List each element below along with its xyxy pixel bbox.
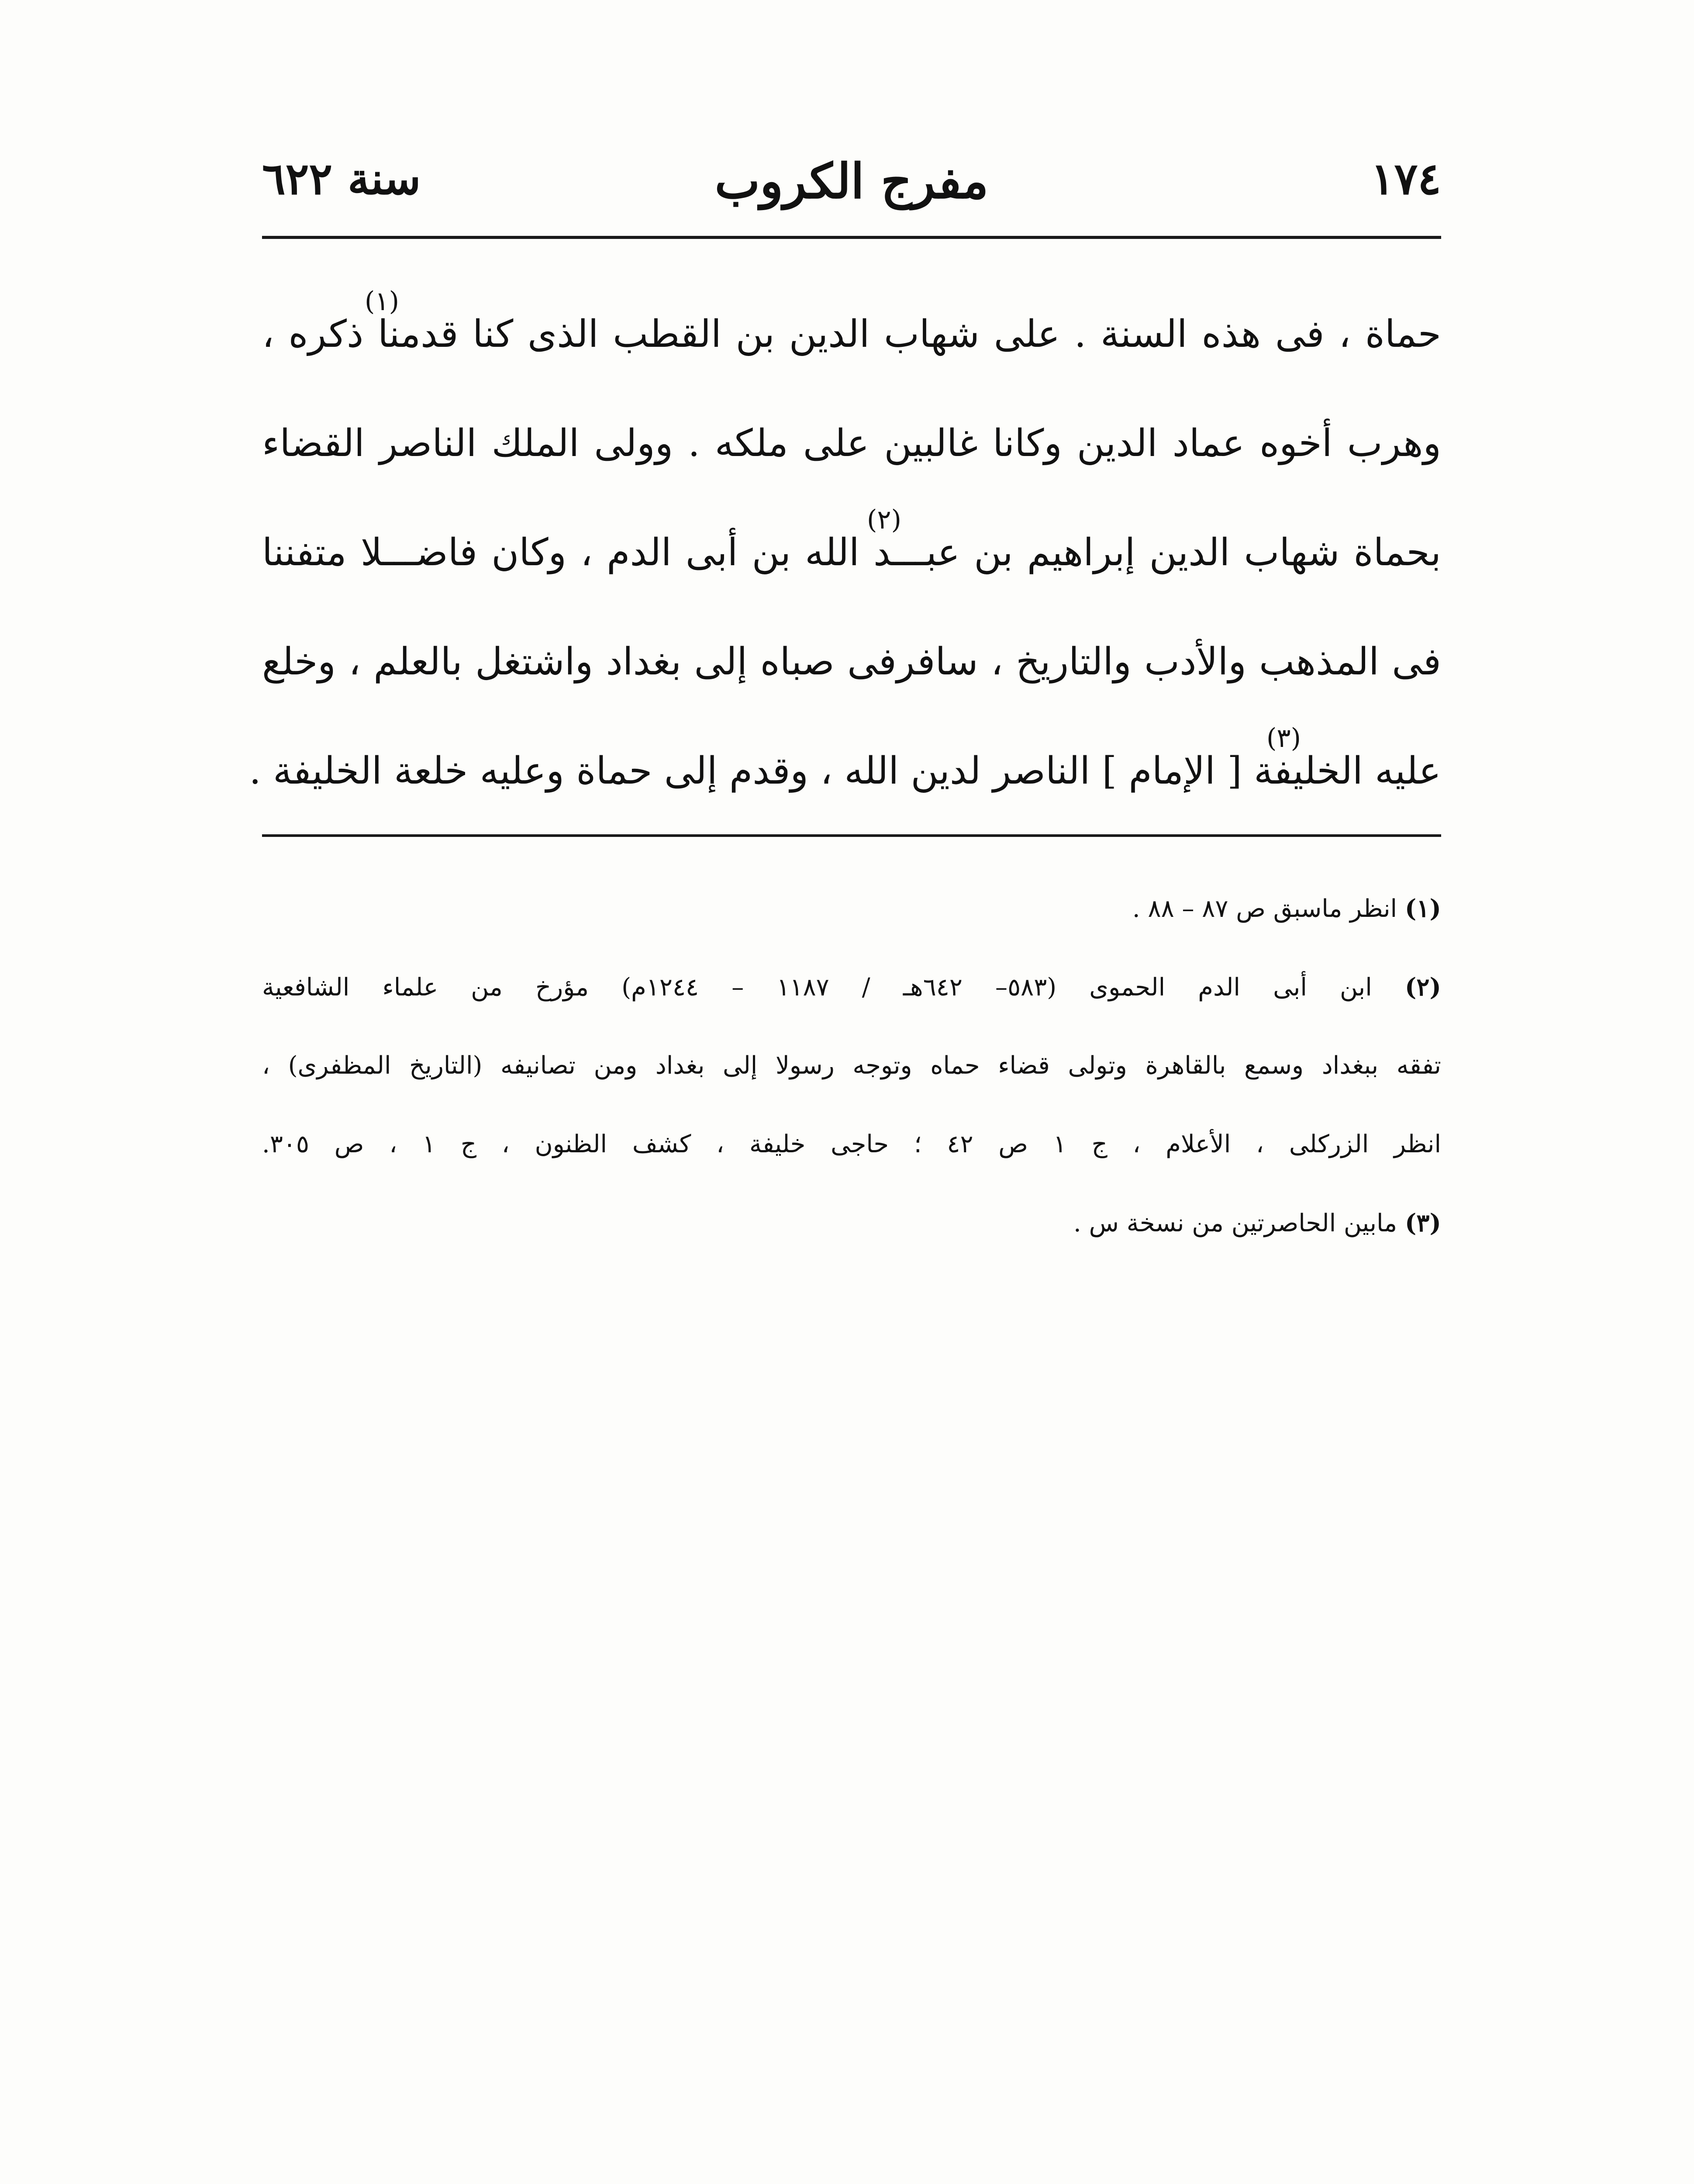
footnote-1 [262, 869, 1441, 948]
text-line [262, 498, 1441, 607]
running-header [262, 144, 1441, 232]
footnote-marker: (١) [365, 286, 400, 317]
footnote-2-continuation [262, 1105, 1441, 1184]
footnote-divider [262, 834, 1441, 837]
text-line-content: فى المذهب والأدب والتاريخ ، سافرفى صباه إلى بغداد واشتغل بالعلم ، وخلع [262, 640, 1441, 684]
header-divider [262, 236, 1441, 239]
text-line [262, 389, 1441, 498]
text-line [249, 716, 1441, 826]
footnote-number: (٣) [1404, 1209, 1441, 1237]
footnote-text: ابن أبى الدم الحموى (٥٨٣– ٦٤٢هـ / ١١٨٧ – ١٢٤٤م) مؤرخ من علماء الشافعية [262, 973, 1372, 1002]
footnote-text: تفقه ببغداد وسمع بالقاهرة وتولى قضاء حماه وتوجه رسولا إلى بغداد ومن تصانيفه (التاريخ المظفرى) ، [262, 1051, 1441, 1080]
footnote-text: انظر الزركلى ، الأعلام ، ج ١ ص ٤٢ ؛ حاجى خليفة ، كشف الظنون ، ج ١ ، ص ٣٠٥. [262, 1130, 1442, 1158]
footnote-3 [262, 1184, 1441, 1262]
footnote-text: مابين الحاصرتين من نسخة س . [1073, 1209, 1397, 1237]
footnote-2 [262, 948, 1441, 1026]
page-number: ١٧٤ [1370, 153, 1441, 204]
footnote-number: (١) [1404, 894, 1441, 923]
text-line-content: بحماة شهاب الدين إبراهيم بن عبـــد الله بن أبى الدم ، وكان فاضـــلا متفننا [262, 531, 1441, 574]
footnote-marker: (٣) [1266, 723, 1301, 753]
footnote-text: انظر ماسبق ص ٨٧ – ٨٨ . [1132, 895, 1397, 923]
text-line [262, 280, 1441, 389]
year-heading: سنة ٦٢٢ [262, 153, 421, 204]
text-line-content: وهرب أخوه عماد الدين وكانا غالبين على ملكه . وولى الملك الناصر القضاء [262, 422, 1441, 465]
book-title: مفرج الكروب [714, 153, 989, 209]
footnote-marker: (٢) [867, 505, 902, 535]
footnote-number: (٢) [1404, 973, 1441, 1002]
footnote-2-continuation [262, 1026, 1441, 1105]
text-line [262, 607, 1441, 716]
text-line-content: عليه الخليفة [ الإمام ] الناصر لدين الله ، وقدم إلى حماة وعليه خلعة الخليفة . [249, 749, 1441, 793]
footnotes [262, 869, 1441, 1262]
text-line-content: حماة ، فى هذه السنة . على شهاب الدين بن القطب الذى كنا قدمنا ذكره ، [262, 312, 1441, 356]
main-text [249, 280, 1441, 826]
